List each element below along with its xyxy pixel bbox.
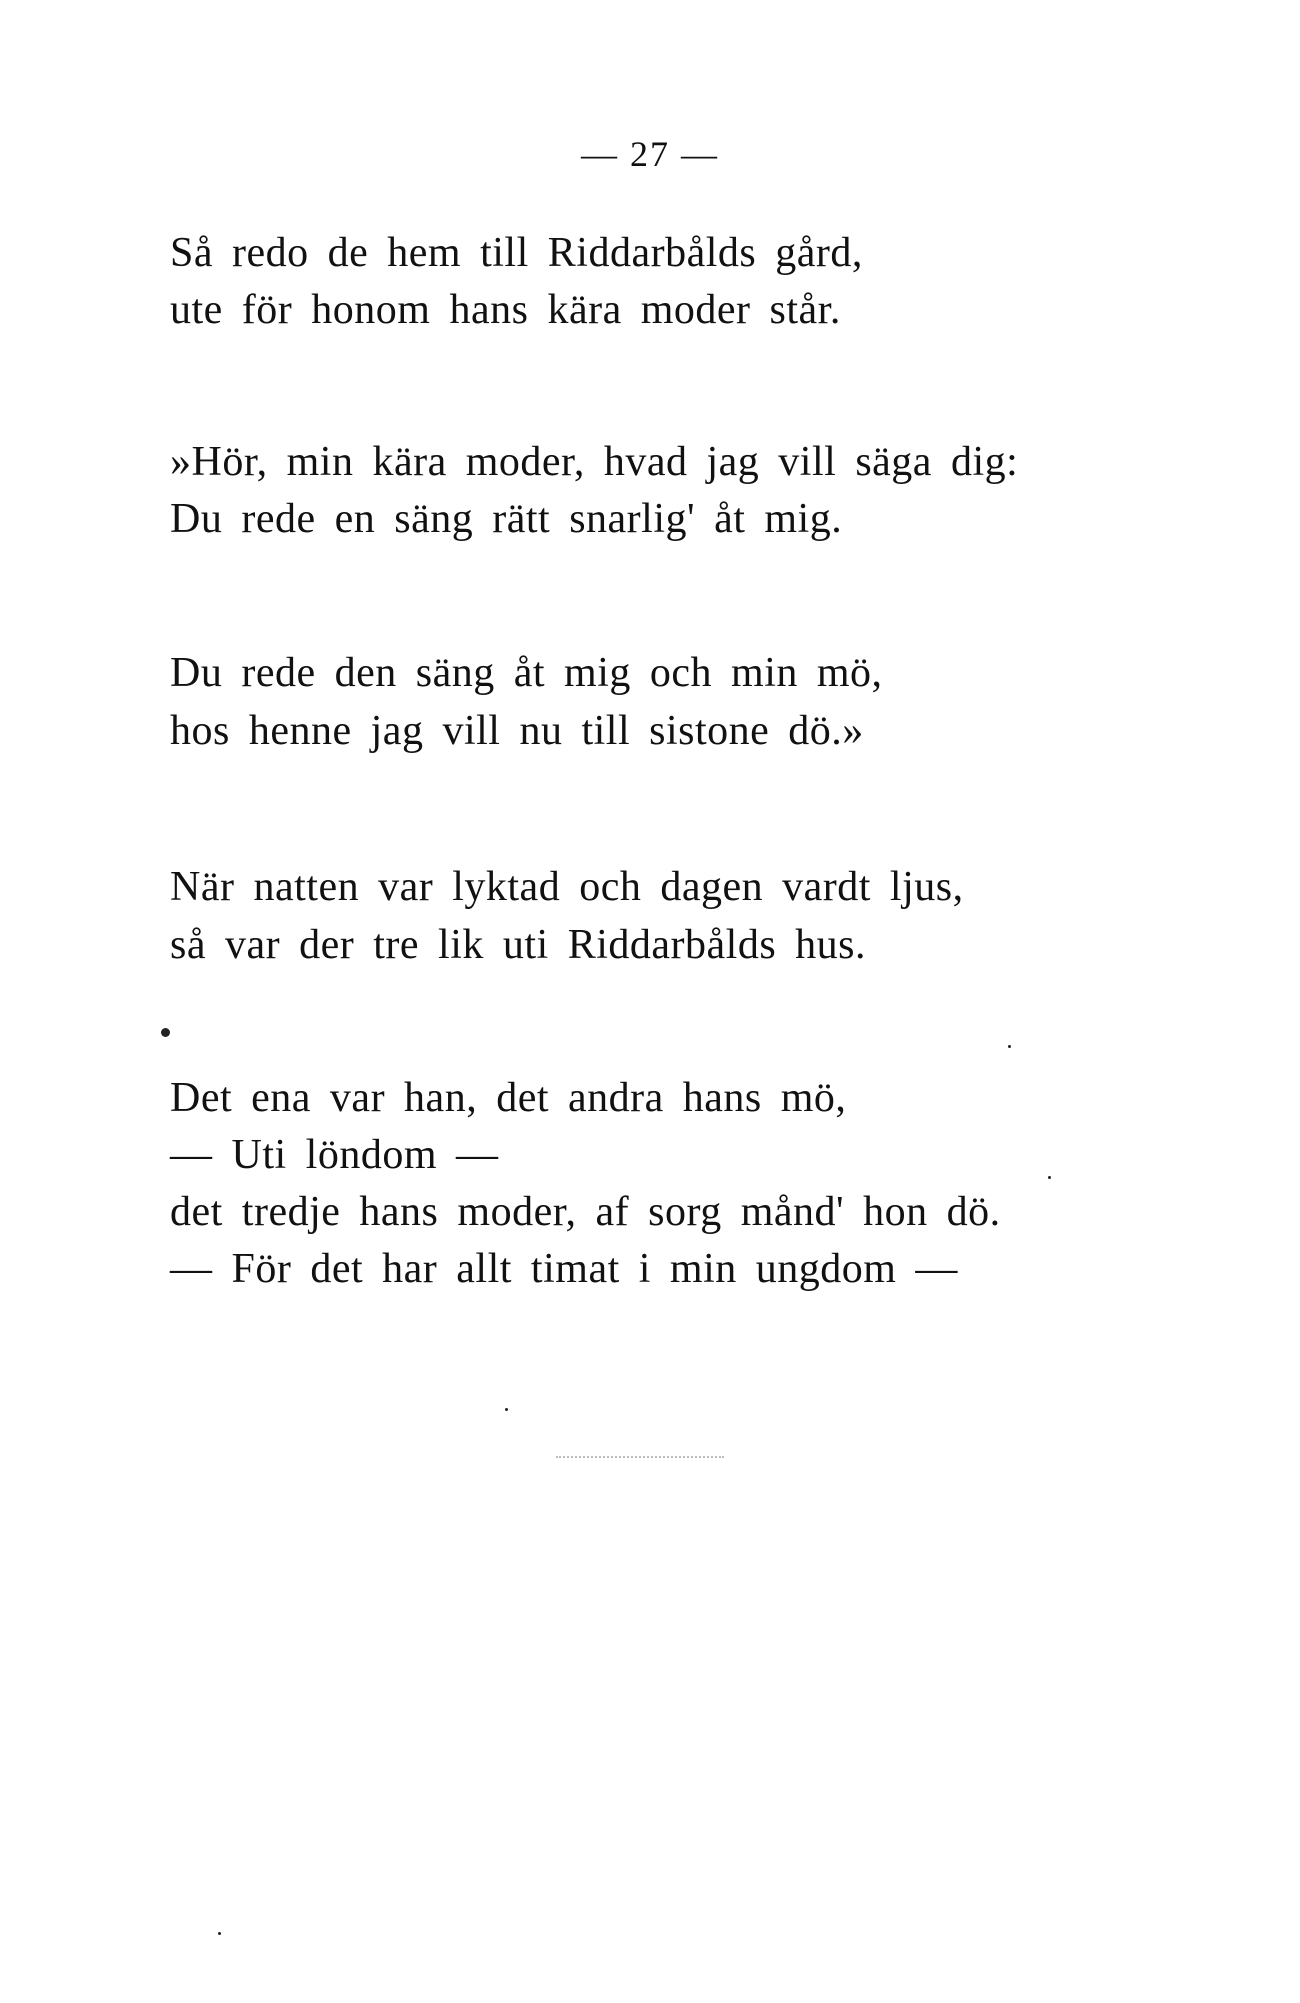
verse-line: det tredje hans moder, af sorg månd' hon dö. xyxy=(170,1189,1001,1235)
faint-print-marks xyxy=(556,1456,724,1464)
verse-line: När natten var lyktad och dagen vardt ljus, xyxy=(170,864,964,910)
verse-line: Så redo de hem till Riddarbålds gård, xyxy=(170,230,863,276)
verse-line: »Hör, min kära moder, hvad jag vill säga dig: xyxy=(170,439,1019,485)
verse-line: så var der tre lik uti Riddarbålds hus. xyxy=(170,922,867,968)
verse-line: Du rede den säng åt mig och min mö, xyxy=(170,650,883,696)
ink-speck xyxy=(1048,1176,1051,1179)
verse-line: Det ena var han, det andra hans mö, xyxy=(170,1075,847,1121)
ink-speck xyxy=(218,1932,221,1935)
ink-speck xyxy=(505,1408,508,1411)
verse-line: — För det har allt timat i min ungdom — xyxy=(170,1246,958,1292)
verse-line: ute för honom hans kära moder står. xyxy=(170,287,841,333)
ink-speck xyxy=(161,1028,170,1037)
page-number: — 27 — xyxy=(581,134,719,174)
verse-line: Du rede en säng rätt snarlig' åt mig. xyxy=(170,496,843,542)
verse-line: — Uti löndom — xyxy=(170,1132,499,1178)
ink-speck xyxy=(1008,1045,1011,1048)
verse-line: hos henne jag vill nu till sistone dö.» xyxy=(170,708,864,754)
